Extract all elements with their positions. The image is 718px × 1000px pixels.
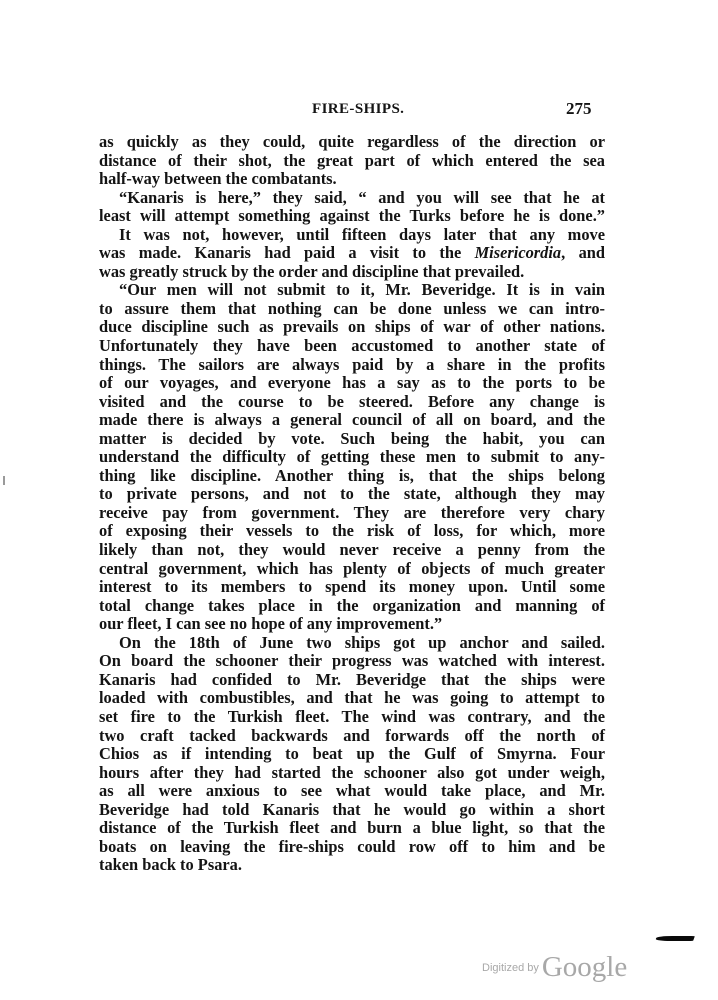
text-line: “Our men will not submit to it, Mr. Beveridge. It is in vain <box>119 280 605 300</box>
text-line: half-way between the combatants. <box>99 169 337 189</box>
text-line: duce discipline such as prevails on ships of war of other nations. <box>99 317 605 337</box>
text-line: It was not, however, until fifteen days later that any move <box>119 224 605 244</box>
text-line: Kanaris had confided to Mr. Beveridge that the ships were <box>99 669 605 689</box>
text-line: On the 18th of June two ships got up anchor and sailed. <box>119 632 605 652</box>
body-text <box>99 133 605 875</box>
text-line: matter is decided by vote. Such being the habit, you can <box>99 428 605 448</box>
text-line: as quickly as they could, quite regardless of the direction or <box>99 132 605 151</box>
text-line: hours after they had started the schooner also got under weigh, <box>99 762 605 782</box>
text-line: things. The sailors are always paid by a share in the profits <box>99 354 605 374</box>
margin-mark <box>3 476 5 485</box>
text-line: our fleet, I can see no hope of any improvement.” <box>99 614 443 634</box>
text-line: On board the schooner their progress was watched with interest. <box>99 651 605 671</box>
text-line: total change takes place in the organization and manning of <box>99 595 605 615</box>
ship-name: Misericordia <box>474 243 562 263</box>
text-line: made there is always a general council of all on board, and the <box>99 410 605 430</box>
ink-smudge <box>655 936 695 941</box>
text-line: “Kanaris is here,” they said, “ and you will see that he at <box>119 187 605 207</box>
text-line: receive pay from government. They are therefore very chary <box>99 502 605 522</box>
page-number: 275 <box>566 99 592 118</box>
text-line: thing like discipline. Another thing is, that the ships belong <box>99 465 605 485</box>
text-line: Beveridge had told Kanaris that he would go within a short <box>99 799 605 819</box>
text-line: of our voyages, and everyone has a say as to the ports to be <box>99 373 605 393</box>
text-line: taken back to Psara. <box>99 855 242 875</box>
text-line: Unfortunately they have been accustomed to another state of <box>99 336 605 356</box>
text-line: set fire to the Turkish fleet. The wind was contrary, and the <box>99 706 605 726</box>
text-line <box>99 244 605 263</box>
text-line: least will attempt something against the Turks before he is done.” <box>99 206 605 226</box>
text-line: visited and the course to be steered. Before any change is <box>99 391 605 411</box>
digitized-watermark <box>482 951 627 984</box>
text-line: distance of the Turkish fleet and burn a blue light, so that the <box>99 818 605 838</box>
watermark-brand: Google <box>541 951 628 983</box>
text-line: as all were anxious to see what would take place, and Mr. <box>99 781 605 801</box>
text-line: was greatly struck by the order and discipline that prevailed. <box>99 261 525 281</box>
text-line: central government, which has plenty of objects of much greater <box>99 558 605 578</box>
text-line: likely than not, they would never receive a penny from the <box>99 540 605 560</box>
text-line: of exposing their vessels to the risk of loss, for which, more <box>99 521 605 541</box>
text-line: loaded with combustibles, and that he was going to attempt to <box>99 688 605 708</box>
text-line: to private persons, and not to the state, although they may <box>99 484 605 504</box>
running-title: FIRE-SHIPS. <box>312 101 405 117</box>
text-line: two craft tacked backwards and forwards off the north of <box>99 725 605 745</box>
text-line: Chios as if intending to beat up the Gulf of Smyrna. Four <box>99 744 605 764</box>
text-line: interest to its members to spend its money upon. Until some <box>99 577 605 597</box>
text-run: was made. Kanaris had paid a visit to the <box>99 243 475 263</box>
text-line: understand the difficulty of getting these men to submit to any- <box>99 447 605 467</box>
text-line: distance of their shot, the great part of which entered the sea <box>99 150 605 170</box>
text-line: boats on leaving the fire-ships could row off to him and be <box>99 836 605 856</box>
text-line: to assure them that nothing can be done unless we can intro- <box>99 298 605 318</box>
watermark-prefix: Digitized by <box>482 962 539 974</box>
text-run: , and <box>561 243 605 263</box>
